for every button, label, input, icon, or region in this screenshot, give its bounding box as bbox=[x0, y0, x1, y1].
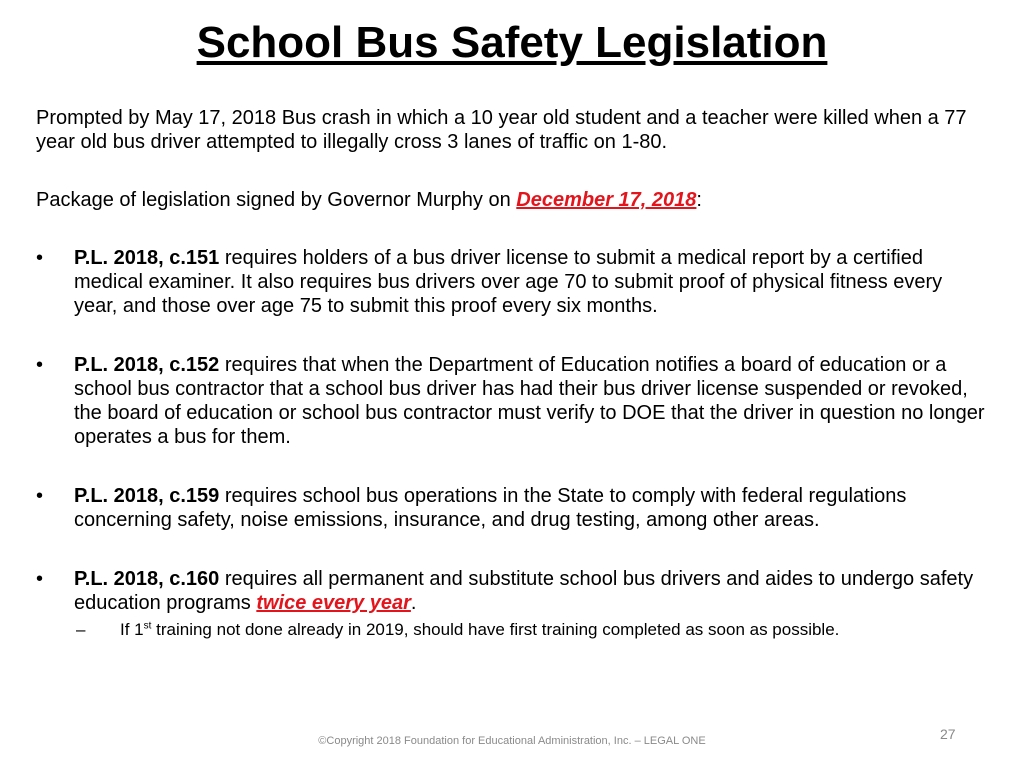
intro-paragraph: Prompted by May 17, 2018 Bus crash in which a 10 year old student and a teacher were killed when a 77 year old bus driver attempted to illegally cross 3 lanes of traffic on 1-80. bbox=[36, 107, 967, 153]
legislation-list bbox=[36, 246, 986, 641]
list-item bbox=[36, 353, 986, 449]
package-suffix: : bbox=[696, 189, 702, 211]
sentence-end: . bbox=[410, 592, 417, 614]
law-description: requires all permanent and substitute school bus drivers and aides to undergo safety education programs bbox=[74, 568, 974, 614]
bullet-symbol: • bbox=[36, 568, 44, 590]
sub-item-prefix: If 1 bbox=[120, 620, 144, 639]
bullet-symbol: • bbox=[36, 485, 44, 507]
ordinal-superscript: st bbox=[143, 620, 152, 632]
signing-date: December 17, 2018 bbox=[516, 189, 697, 211]
bullet-symbol: • bbox=[36, 354, 44, 376]
list-item bbox=[36, 567, 986, 641]
frequency-emphasis: twice every year bbox=[256, 592, 411, 614]
slide-title: School Bus Safety Legislation bbox=[196, 18, 828, 67]
law-description: requires school bus operations in the State to comply with federal regulations concerning safety, noise emissions, insurance, and drug testing, among other areas. bbox=[74, 485, 907, 531]
sub-item bbox=[74, 619, 986, 641]
law-description: requires that when the Department of Education notifies a board of education or a school bus contractor that a school bus driver has had their bus driver license suspended or revoked, the board of education or school bus contractor must verify to DOE that the driver in question no longer operates a bus for them. bbox=[74, 354, 985, 448]
package-text: Package of legislation signed by Governor Murphy on bbox=[36, 189, 517, 211]
law-citation: P.L. 2018, c.160 bbox=[74, 568, 220, 590]
page-number: 27 bbox=[940, 726, 956, 742]
law-citation: P.L. 2018, c.159 bbox=[74, 485, 220, 507]
list-item bbox=[36, 246, 986, 318]
sub-item-text: training not done already in 2019, should have first training completed as soon as possible. bbox=[151, 620, 840, 639]
law-citation: P.L. 2018, c.151 bbox=[74, 247, 220, 269]
dash-symbol: – bbox=[76, 620, 86, 639]
law-citation: P.L. 2018, c.152 bbox=[74, 354, 220, 376]
bullet-symbol: • bbox=[36, 247, 44, 269]
package-paragraph bbox=[36, 188, 996, 212]
list-item bbox=[36, 484, 986, 532]
law-description: requires holders of a bus driver license to submit a medical report by a certified medical examiner. It also requires bus drivers over age 70 to submit proof of physical fitness every year, and those over age 75 to submit this proof every six months. bbox=[74, 247, 943, 317]
copyright-footer: ©Copyright 2018 Foundation for Educational Administration, Inc. – LEGAL ONE bbox=[318, 735, 706, 747]
